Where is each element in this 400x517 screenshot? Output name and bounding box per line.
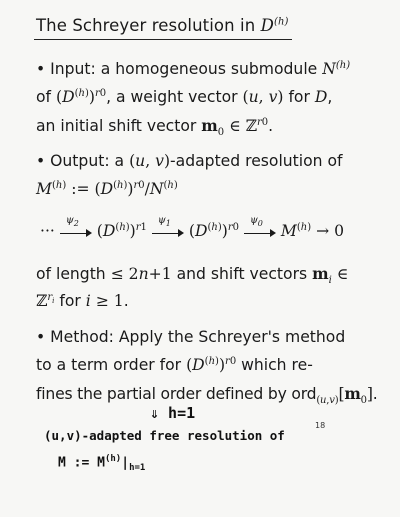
arrow-psi0: $\psi_0$ <box>244 225 276 239</box>
input-module-math: $N^{(h)}$ <box>322 60 351 79</box>
output-line-1: • Output: a (u, v)-adapted resolution of <box>36 152 343 170</box>
output-label: • Output: <box>36 152 110 170</box>
input-label: • Input: <box>36 60 96 79</box>
handwritten-line-1: (u,v)-adapted free resolution of <box>44 428 285 443</box>
method-line-2: to a term order for $(D^{(h)})^{r0}$ which re- <box>36 356 313 375</box>
method-line-1: • Method: Apply the Schreyer's method <box>36 328 346 346</box>
arrow-psi2: $\psi_2$ <box>60 225 92 239</box>
method-line-3: fines the partial order defined by $ord_{(u,v)}[m_0]$. <box>36 384 378 407</box>
title-math: $D^{(h)}$ <box>260 16 289 35</box>
title-text: The Schreyer resolution in <box>36 16 256 35</box>
handwritten-arrow: ⇓ h=1 <box>150 404 196 422</box>
ellipsis: ··· <box>40 222 55 241</box>
output-line-2: $M^{(h)}$ := $(D^{(h)})^{r0}/N^{(h)}$ <box>36 180 178 199</box>
page-number: 18 <box>315 421 326 430</box>
arrow-psi1: $\psi_1$ <box>152 225 184 239</box>
slide-title <box>36 16 289 35</box>
input-line-2: of $(D^{(h)})^{r0}$, a weight vector (u, v) for D, <box>36 88 333 107</box>
input-line-3: an initial shift vector $m_0$ ∈ ℤ$^{r0}$. <box>36 116 274 139</box>
length-line-1: of length ≤ 2n+1 and shift vectors $m_i$ ∈ <box>36 264 349 287</box>
method-label: • Method: <box>36 328 114 346</box>
resolution-sequence: ··· $\psi_2$ $(D^{(h)})^{r1}$ $\psi_1$ $(D^{(h)})^{r0}$ $\psi_0$ $M^{(h)} \to 0$ <box>40 215 345 241</box>
title-underline <box>34 39 292 40</box>
handwritten-line-2: M := $M^{(h)}|_{h=1}$ <box>58 454 146 473</box>
length-line-2: ℤ$^{r_i}$ for i ≥ 1. <box>36 292 129 311</box>
input-line-1: • Input: a homogeneous submodule $N^{(h)}$ <box>36 60 351 79</box>
